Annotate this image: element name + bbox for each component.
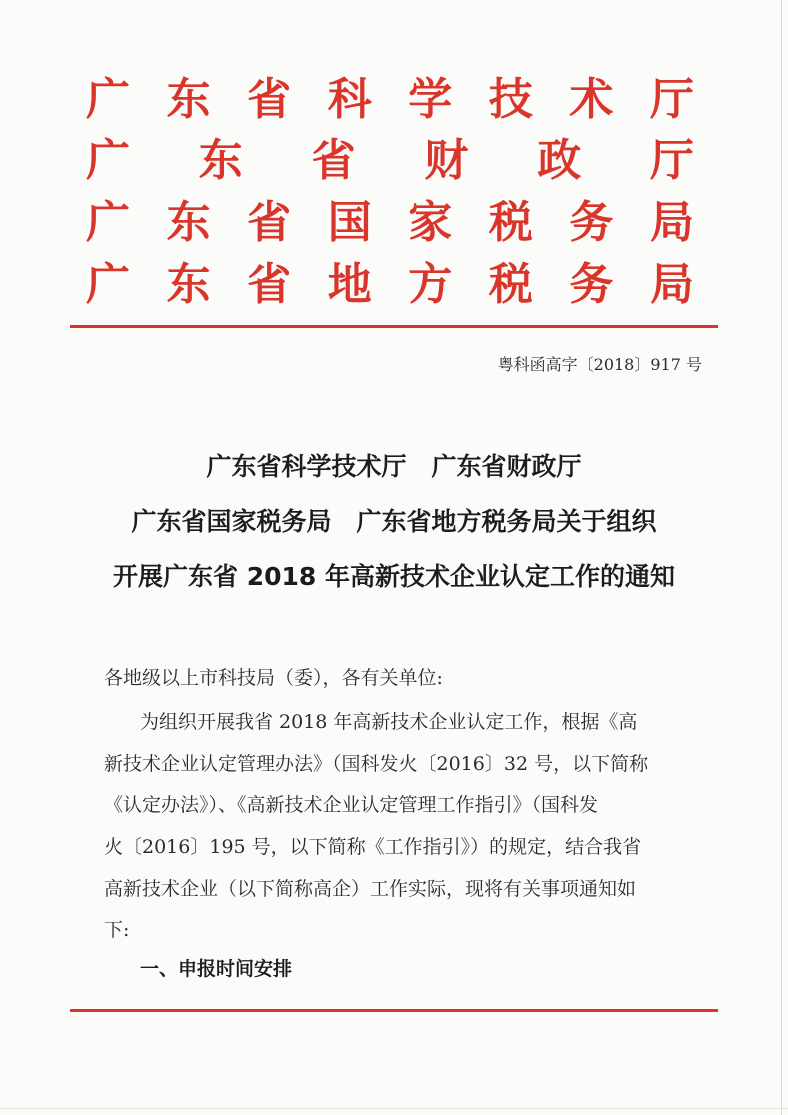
issuer-char: 省 — [247, 259, 292, 310]
document-number: 粤科函高字〔2018〕917 号 — [497, 355, 702, 374]
title-line: 开展广东省 2018 年高新技术企业认定工作的通知 — [113, 562, 675, 591]
section-heading: 一、申报时间安排 — [140, 958, 293, 980]
salutation: 各地级以上市科技局（委），各有关单位: — [104, 667, 443, 689]
issuer-char: 方 — [408, 259, 453, 310]
issuer-line-local-tax-bureau — [86, 258, 694, 312]
issuer-char: 厅 — [649, 135, 694, 186]
issuer-char: 国 — [327, 197, 372, 248]
issuer-char: 局 — [649, 197, 694, 248]
issuer-char: 学 — [408, 74, 453, 125]
issuer-char: 地 — [327, 259, 372, 310]
issuer-line-state-tax-bureau — [86, 196, 694, 250]
issuer-char: 广 — [86, 197, 130, 248]
issuer-line-science-tech-dept — [86, 73, 694, 127]
issuer-char: 省 — [247, 197, 292, 248]
issuer-char: 科 — [327, 74, 372, 125]
issuer-char: 省 — [311, 135, 356, 186]
page-edge-right — [781, 0, 782, 1115]
paragraph-line: 火〔2016〕195 号，以下简称《工作指引》）的规定，结合我省 — [104, 836, 642, 858]
issuer-char: 政 — [537, 135, 582, 186]
issuer-char: 财 — [424, 135, 469, 186]
issuer-char: 技 — [488, 74, 533, 125]
issuer-char: 术 — [569, 74, 614, 125]
issuer-char: 务 — [569, 197, 614, 248]
issuer-char: 务 — [569, 259, 614, 310]
issuer-char: 税 — [488, 259, 533, 310]
paragraph-line: 下: — [104, 919, 130, 941]
issuer-char: 东 — [166, 74, 211, 125]
issuer-char: 东 — [198, 135, 243, 186]
red-divider-top — [70, 325, 718, 328]
issuer-char: 广 — [86, 74, 130, 125]
paragraph-line: 为组织开展我省 2018 年高新技术企业认定工作，根据《高 — [140, 711, 638, 733]
issuer-char: 局 — [649, 259, 694, 310]
paragraph-line: 《认定办法》）、《高新技术企业认定管理工作指引》（国科发 — [104, 794, 599, 816]
issuer-char: 东 — [166, 259, 211, 310]
issuer-char: 广 — [86, 135, 130, 186]
paragraph-line: 高新技术企业（以下简称高企）工作实际，现将有关事项通知如 — [104, 878, 637, 900]
title-line: 广东省科学技术厅 广东省财政厅 — [206, 452, 582, 481]
issuer-line-finance-dept — [86, 134, 694, 188]
paragraph-line: 新技术企业认定管理办法》（国科发火〔2016〕32 号，以下简称 — [104, 753, 649, 775]
title-line: 广东省国家税务局 广东省地方税务局关于组织 — [131, 507, 657, 536]
red-divider-bottom — [70, 1009, 718, 1012]
page-edge-bottom — [0, 1108, 788, 1109]
issuer-char: 厅 — [649, 74, 694, 125]
issuer-char: 税 — [488, 197, 533, 248]
issuer-char: 省 — [247, 74, 292, 125]
issuer-char: 广 — [86, 259, 130, 310]
issuer-char: 家 — [408, 197, 453, 248]
issuer-char: 东 — [166, 197, 211, 248]
